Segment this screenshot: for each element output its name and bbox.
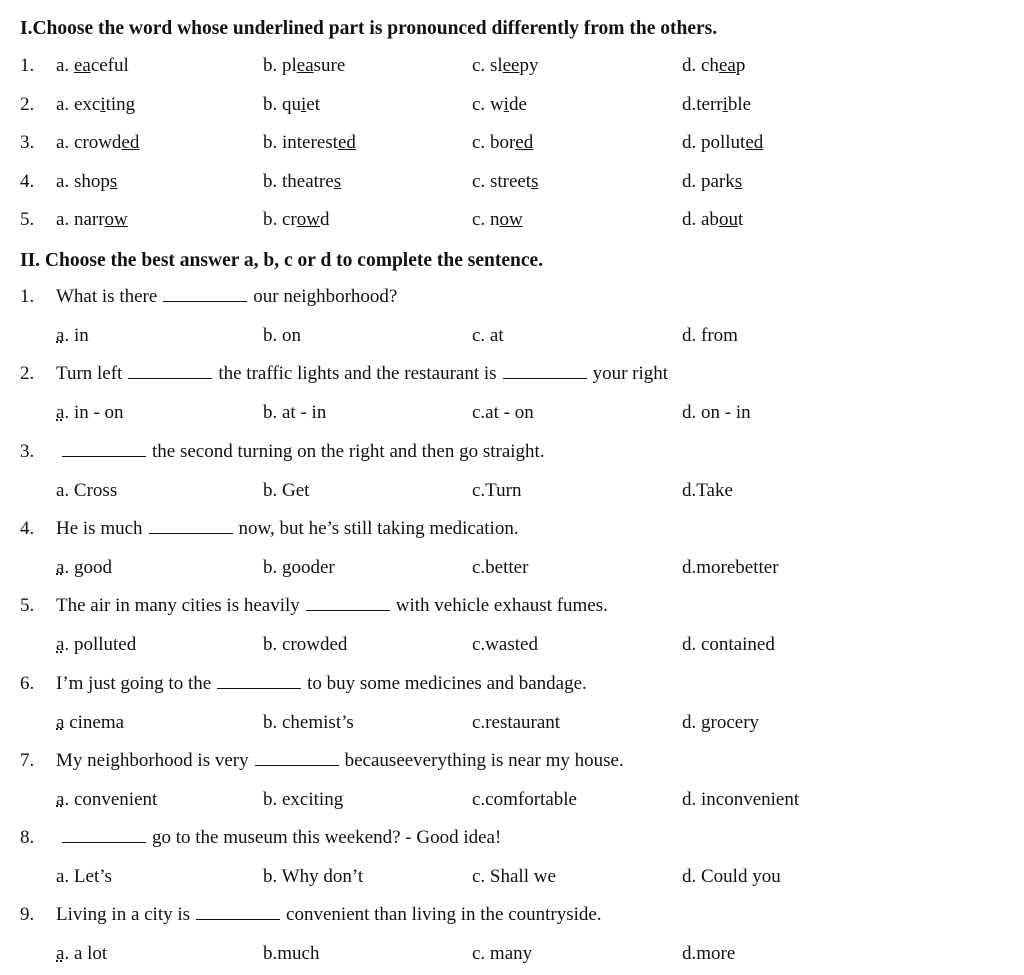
question-row xyxy=(0,363,1024,393)
word-part: bor xyxy=(489,132,516,153)
pronunciation-item xyxy=(0,132,1024,162)
answer-blank xyxy=(255,751,339,766)
item-number: 3. xyxy=(20,132,35,153)
option-letter: b. xyxy=(263,170,282,192)
underlined-sound: i xyxy=(100,93,106,115)
answer-option xyxy=(682,402,751,424)
answer-option xyxy=(56,557,112,579)
option-text: c. Shall we xyxy=(472,866,556,888)
question-part: to buy some medicines and bandage. xyxy=(307,672,587,694)
word-part: ch xyxy=(701,55,719,76)
options-row xyxy=(0,712,1024,742)
question-text xyxy=(56,518,519,540)
option-letter: a. xyxy=(56,209,74,230)
question-row xyxy=(0,518,1024,548)
option-text: a. Let’s xyxy=(56,866,112,888)
question-part: Living in a city is xyxy=(56,904,191,926)
question-part: the traffic lights and the restaurant is xyxy=(218,363,497,385)
underlined-sound: i xyxy=(301,93,307,115)
word-part: ab xyxy=(701,209,719,230)
answer-option xyxy=(472,325,504,347)
option-letter-a: a xyxy=(56,711,65,733)
word-part: shop xyxy=(73,170,110,192)
word-part: t xyxy=(737,209,744,230)
item-number: 1. xyxy=(20,55,35,76)
question-number: 9. xyxy=(20,904,35,926)
question-part: with vehicle exhaust fumes. xyxy=(395,595,608,617)
option-text: . polluted xyxy=(64,634,137,656)
options-row xyxy=(0,325,1024,355)
word-part: ting xyxy=(105,93,136,115)
question-number: 8. xyxy=(20,827,35,849)
option-letter: d. xyxy=(682,209,701,230)
option-text: b. Why don’t xyxy=(263,866,364,888)
question-row xyxy=(0,595,1024,625)
answer-option xyxy=(56,712,124,734)
option-text: . in - on xyxy=(64,402,124,424)
pronunciation-item xyxy=(0,209,1024,239)
question-part: our neighborhood? xyxy=(253,286,398,307)
underlined-sound: i xyxy=(722,93,728,115)
question-text xyxy=(56,904,602,926)
underlined-sound: ow xyxy=(104,209,128,230)
word-part: qu xyxy=(282,93,301,115)
word-part: sure xyxy=(313,55,346,76)
question-text xyxy=(56,827,501,849)
option-text: b. chemist’s xyxy=(263,711,354,733)
word-part: n xyxy=(489,209,500,230)
option-letter-a: a xyxy=(56,402,65,424)
option-letter: d. xyxy=(682,93,697,115)
option xyxy=(263,171,341,193)
options-row xyxy=(0,634,1024,664)
option xyxy=(682,209,743,231)
option-letter-a: a xyxy=(56,943,65,965)
underlined-sound: s xyxy=(333,170,342,192)
word-part: ble xyxy=(727,93,752,115)
option-letter: d. xyxy=(682,132,701,153)
question-part: What is there xyxy=(56,286,158,307)
answer-blank xyxy=(163,287,247,302)
word-part: pl xyxy=(282,55,297,76)
option-letter: d. xyxy=(682,170,701,192)
question-number: 3. xyxy=(20,440,35,462)
option xyxy=(682,132,763,154)
option xyxy=(472,171,539,193)
answer-option xyxy=(263,402,326,424)
option-letter: b. xyxy=(263,209,282,230)
word-part: crowd xyxy=(73,132,122,153)
underlined-sound: ea xyxy=(296,55,314,76)
answer-option xyxy=(472,943,532,965)
word-part: exc xyxy=(73,93,101,115)
question-text xyxy=(56,673,587,695)
option-text: c.wasted xyxy=(472,634,538,656)
option-text: b. on xyxy=(263,325,301,346)
option-text: . in xyxy=(64,325,89,346)
option-letter: a. xyxy=(56,55,74,76)
option-text: d. on - in xyxy=(682,402,751,424)
option-letter: c. xyxy=(472,170,490,192)
word-part: d xyxy=(320,209,330,230)
option-letter: c. xyxy=(472,132,490,153)
option-letter: b. xyxy=(263,132,282,153)
word-part: ceful xyxy=(90,55,129,76)
option-text: d. Could you xyxy=(682,866,781,888)
answer-option xyxy=(682,943,735,965)
answer-option xyxy=(682,480,733,502)
question-part: I’m just going to the xyxy=(56,672,212,694)
section-2-title: II. Choose the best answer a, b, c or d to complete the sentence. xyxy=(20,250,544,271)
answer-option xyxy=(682,634,775,656)
option xyxy=(56,171,117,193)
question-part: becauseeverything is near my house. xyxy=(344,749,624,771)
option-letter: b. xyxy=(263,93,282,115)
question-number: 1. xyxy=(20,286,35,307)
question-text xyxy=(56,595,608,617)
option-text: b. Get xyxy=(263,479,310,501)
answer-option xyxy=(682,557,779,579)
option xyxy=(472,209,523,231)
option-text: b. crowded xyxy=(263,634,348,656)
answer-option xyxy=(263,557,335,579)
option-text: c. at xyxy=(472,325,504,346)
question-text xyxy=(56,750,624,772)
option-text: d.Take xyxy=(682,479,733,501)
option-letter-a: a xyxy=(56,325,65,346)
answer-option xyxy=(472,789,577,811)
option-text: c.at - on xyxy=(472,402,534,424)
underlined-sound: ea xyxy=(718,55,736,76)
underlined-sound: ed xyxy=(337,132,356,153)
question-part: Turn left xyxy=(56,363,123,385)
answer-option xyxy=(472,634,538,656)
answer-blank xyxy=(306,596,390,611)
answer-blank xyxy=(62,828,146,843)
word-part: de xyxy=(508,93,527,115)
options-row xyxy=(0,557,1024,587)
question-row xyxy=(0,827,1024,857)
pronunciation-item xyxy=(0,94,1024,124)
option-text: c.better xyxy=(472,556,529,578)
option-letter: c. xyxy=(472,93,490,115)
word-part: w xyxy=(489,93,504,115)
answer-option xyxy=(263,325,301,347)
answer-blank xyxy=(196,905,280,920)
option xyxy=(56,132,139,154)
answer-option xyxy=(56,402,124,424)
question-part: My neighborhood is very xyxy=(56,749,249,771)
options-row xyxy=(0,866,1024,896)
question-number: 7. xyxy=(20,749,35,771)
underlined-sound: ed xyxy=(745,132,764,153)
option-letter: c. xyxy=(472,209,490,230)
option-letter: d. xyxy=(682,55,701,76)
section-1-title: I.Choose the word whose underlined part is pronounced differently from the others. xyxy=(20,18,718,39)
answer-option xyxy=(682,712,759,734)
question-number: 4. xyxy=(20,517,35,539)
option-text: c. many xyxy=(472,943,533,965)
option xyxy=(263,132,356,154)
question-row xyxy=(0,673,1024,703)
option-text: c.restaurant xyxy=(472,711,561,733)
word-part: narr xyxy=(73,209,105,230)
question-row xyxy=(0,750,1024,780)
answer-option xyxy=(263,712,354,734)
answer-option xyxy=(56,866,112,888)
underlined-sound: i xyxy=(503,93,509,115)
answer-option xyxy=(56,325,89,347)
question-number: 2. xyxy=(20,363,35,385)
option-text: d. from xyxy=(682,325,738,346)
answer-option xyxy=(56,634,136,656)
answer-option xyxy=(682,325,738,347)
question-row xyxy=(0,904,1024,934)
option-text: a. Cross xyxy=(56,479,118,501)
option-text: c.Turn xyxy=(472,479,522,501)
item-number: 2. xyxy=(20,93,35,115)
answer-option xyxy=(56,480,117,502)
option-letter: a. xyxy=(56,132,74,153)
option-letter: a. xyxy=(56,93,74,115)
options-row xyxy=(0,789,1024,819)
word-part: park xyxy=(701,170,735,192)
question-text xyxy=(56,286,397,308)
option-text: . a lot xyxy=(64,943,108,965)
underlined-sound: s xyxy=(734,170,743,192)
option xyxy=(56,94,135,116)
option-text: b.much xyxy=(263,943,320,965)
option-letter: c. xyxy=(472,55,490,76)
underlined-sound: ow xyxy=(499,209,523,230)
option xyxy=(472,55,539,77)
option-text: b. at - in xyxy=(263,402,327,424)
item-number: 4. xyxy=(20,170,35,192)
option-text: b. exciting xyxy=(263,788,344,810)
underlined-sound: ou xyxy=(718,209,738,230)
question-part: your right xyxy=(592,363,669,385)
question-part: go to the museum this weekend? - Good idea! xyxy=(152,827,502,849)
underlined-sound: ea xyxy=(73,55,91,76)
option xyxy=(682,94,751,116)
answer-option xyxy=(472,557,528,579)
option xyxy=(472,132,533,154)
question-part: He is much xyxy=(56,517,143,539)
answer-blank xyxy=(217,674,301,689)
word-part: terr xyxy=(696,93,723,115)
answer-blank xyxy=(503,364,587,379)
underlined-sound: s xyxy=(531,170,539,192)
question-part: now, but he’s still taking medication. xyxy=(238,517,519,539)
option xyxy=(682,55,745,77)
option-text: d. inconvenient xyxy=(682,788,800,810)
answer-option xyxy=(56,789,157,811)
options-row xyxy=(0,480,1024,510)
word-part: py xyxy=(519,55,539,76)
option-text: d. contained xyxy=(682,634,775,656)
word-part: p xyxy=(735,55,746,76)
answer-option xyxy=(472,712,560,734)
option-text: c.comfortable xyxy=(472,788,577,810)
underlined-sound: ow xyxy=(296,209,320,230)
option xyxy=(263,209,330,231)
answer-blank xyxy=(128,364,212,379)
option-text: d.morebetter xyxy=(682,556,779,578)
underlined-sound: s xyxy=(109,170,118,192)
option-letter-a: a xyxy=(56,556,65,578)
answer-option xyxy=(682,866,781,888)
option xyxy=(56,209,128,231)
pronunciation-item xyxy=(0,55,1024,85)
word-part: et xyxy=(306,93,320,115)
word-part: interest xyxy=(282,132,338,153)
underlined-sound: ed xyxy=(121,132,140,153)
underlined-sound: ee xyxy=(502,55,520,76)
options-row xyxy=(0,943,1024,973)
option-text: d.more xyxy=(682,943,736,965)
option-text: . convenient xyxy=(64,788,158,810)
answer-option xyxy=(263,480,309,502)
option-letter-a: a xyxy=(56,634,65,656)
answer-option xyxy=(56,943,107,965)
question-row xyxy=(0,441,1024,471)
question-number: 6. xyxy=(20,672,35,694)
option-text: d. grocery xyxy=(682,711,760,733)
option xyxy=(682,171,742,193)
answer-option xyxy=(472,480,521,502)
answer-option xyxy=(263,866,363,888)
option-text: . good xyxy=(64,556,112,578)
option xyxy=(263,55,345,77)
word-part: theatre xyxy=(282,170,334,192)
option-text: b. gooder xyxy=(263,556,335,578)
question-text xyxy=(56,441,545,463)
answer-option xyxy=(263,634,347,656)
answer-option xyxy=(682,789,799,811)
answer-blank xyxy=(62,442,146,457)
options-row xyxy=(0,402,1024,432)
answer-option xyxy=(263,789,343,811)
underlined-sound: ed xyxy=(515,132,534,153)
word-part: pollut xyxy=(701,132,746,153)
pronunciation-item xyxy=(0,171,1024,201)
option-letter-a: a xyxy=(56,788,65,810)
answer-option xyxy=(472,402,534,424)
question-part: the second turning on the right and then go straight. xyxy=(152,440,545,462)
answer-blank xyxy=(149,519,233,534)
question-number: 5. xyxy=(20,595,35,617)
option xyxy=(472,94,527,116)
question-part: The air in many cities is heavily xyxy=(56,595,300,617)
option xyxy=(56,55,129,77)
question-row xyxy=(0,286,1024,316)
question-part: convenient than living in the countryside. xyxy=(286,904,602,926)
word-part: cr xyxy=(282,209,297,230)
option-letter: b. xyxy=(263,55,282,76)
option-text: cinema xyxy=(64,711,125,733)
option xyxy=(263,94,320,116)
word-part: sl xyxy=(489,55,503,76)
word-part: street xyxy=(489,170,532,192)
item-number: 5. xyxy=(20,209,35,230)
option-letter: a. xyxy=(56,170,74,192)
answer-option xyxy=(263,943,319,965)
answer-option xyxy=(472,866,556,888)
question-text xyxy=(56,363,668,385)
